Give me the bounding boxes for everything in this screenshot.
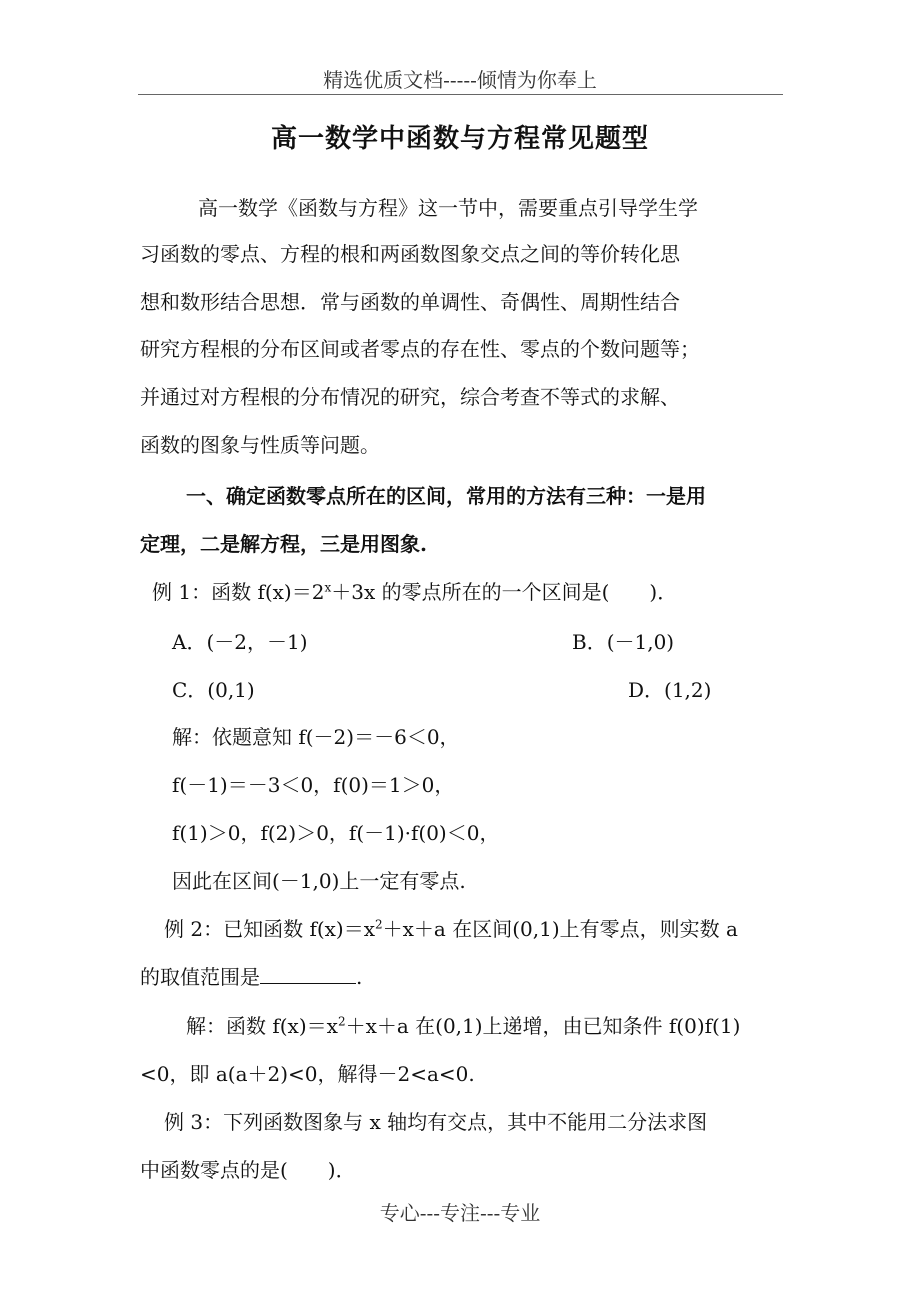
example-3-question-1: 例 3：下列函数图象与 x 轴均有交点，其中不能用二分法求图	[164, 1110, 708, 1134]
example-2-question-2	[140, 965, 362, 989]
option-b: B．(－1,0)	[572, 630, 675, 654]
example-2-question-1	[164, 917, 738, 941]
option-c: C．(0,1)	[172, 678, 255, 702]
example-2-solution-1	[186, 1014, 740, 1038]
example-1-question-end: ＋3x 的零点所在的一个区间是( )．	[331, 580, 678, 604]
example-2-exponent: 2	[375, 917, 383, 932]
example-1-solution-4: 因此在区间(－1,0)上一定有零点.	[172, 869, 466, 893]
option-a: A．(－2，－1)	[172, 630, 308, 654]
page-header: 精选优质文档-----倾情为你奉上	[323, 68, 597, 92]
example-2-question-start: 例 2：已知函数 f(x)＝x	[164, 917, 376, 941]
page-footer: 专心---专注---专业	[379, 1201, 541, 1225]
example-2-question-2-start: 的取值范围是	[140, 965, 260, 989]
example-2-solution-exponent: 2	[337, 1014, 346, 1029]
option-d: D．(1,2)	[628, 678, 712, 702]
header-rule	[138, 94, 783, 95]
example-1-solution-3: f(1)＞0，f(2)＞0，f(－1)·f(0)＜0，	[172, 821, 500, 845]
example-2-question-end: ＋x＋a 在区间(0,1)上有零点，则实数 a	[382, 917, 738, 941]
example-1-question	[152, 580, 677, 604]
example-2-solution-2: <0，即 a(a＋2)<0，解得－2<a<0.	[140, 1062, 475, 1086]
intro-line-3: 想和数形结合思想．常与函数的单调性、奇偶性、周期性结合	[140, 290, 680, 314]
document-title: 高一数学中函数与方程常见题型	[270, 124, 649, 154]
example-1-question-start: 例 1：函数 f(x)＝2	[152, 580, 325, 604]
example-2-question-2-end: .	[356, 965, 363, 989]
answer-blank	[260, 965, 356, 984]
example-1-solution-1: 解：依题意知 f(－2)＝－6＜0，	[172, 725, 460, 749]
intro-line-6: 函数的图象与性质等问题。	[140, 433, 380, 457]
section-heading-line-1: 一、确定函数零点所在的区间，常用的方法有三种：一是用	[186, 484, 706, 508]
example-2-solution-end: ＋x＋a 在(0,1)上递增，由已知条件 f(0)f(1)	[345, 1014, 741, 1038]
intro-line-2: 习函数的零点、方程的根和两函数图象交点之间的等价转化思	[140, 242, 680, 266]
section-heading-line-2: 定理，二是解方程，三是用图象.	[140, 532, 427, 556]
intro-line-4: 研究方程根的分布区间或者零点的存在性、零点的个数问题等；	[140, 337, 700, 361]
intro-line-1: 高一数学《函数与方程》这一节中，需要重点引导学生学	[198, 196, 698, 220]
example-1-exponent: x	[324, 580, 332, 595]
intro-line-5: 并通过对方程根的分布情况的研究，综合考查不等式的求解、	[140, 385, 680, 409]
example-3-question-2: 中函数零点的是( )．	[140, 1158, 356, 1182]
example-1-solution-2: f(－1)＝－3＜0，f(0)＝1＞0，	[172, 773, 455, 797]
example-2-solution-start: 解：函数 f(x)＝x	[186, 1014, 338, 1038]
